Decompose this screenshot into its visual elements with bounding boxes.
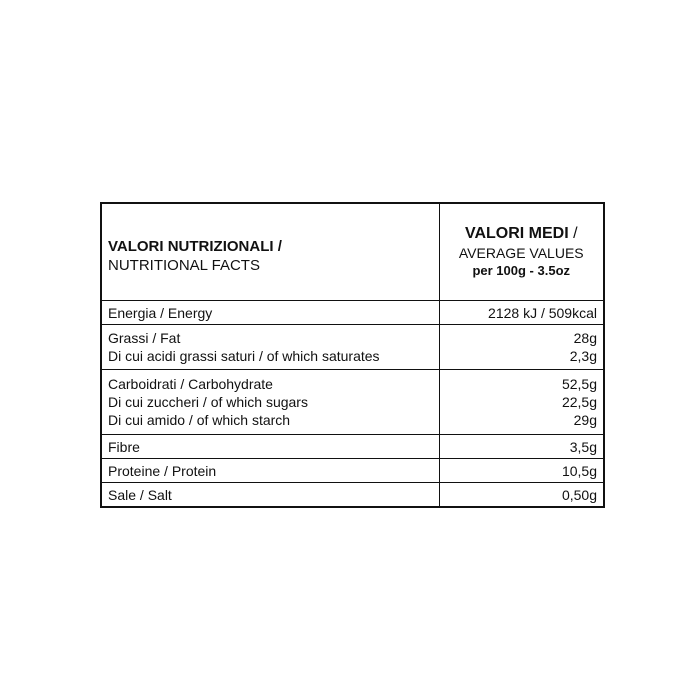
row-label: Proteine / Protein: [108, 462, 217, 479]
row-value-cell: [439, 483, 604, 508]
header-values-title-italian: VALORI MEDI: [464, 225, 569, 242]
row-value: 28g: [573, 330, 597, 346]
row-value: 2128 kJ / 509kcal: [488, 304, 597, 321]
row-value: 52,5g: [561, 376, 597, 392]
row-label-cell: [101, 483, 439, 508]
table-row-energy: [101, 301, 604, 325]
row-subvalue: 29g: [573, 412, 597, 428]
table-row-fat: [101, 325, 604, 370]
row-label-cell: [101, 435, 439, 459]
header-values-slash: /: [568, 225, 578, 242]
header-values-per-100g: per 100g - 3.5oz: [472, 263, 571, 278]
row-subvalue: 2,3g: [569, 348, 597, 364]
header-title-english: NUTRITIONAL FACTS: [108, 257, 260, 274]
row-value: 0,50g: [561, 486, 597, 503]
row-sublabel: Di cui amido / of which starch: [108, 412, 291, 428]
header-values-english: AVERAGE VALUES: [458, 245, 584, 261]
table-row-salt: [101, 483, 604, 508]
table-row-fibre: [101, 435, 604, 459]
row-label-cell: [101, 301, 439, 325]
row-value-cell: [439, 435, 604, 459]
row-sublabel: Di cui acidi grassi saturi / of which saturates: [108, 348, 380, 364]
row-label: Energia / Energy: [108, 304, 213, 321]
table-row-carbohydrate: [101, 370, 604, 435]
table-row-protein: [101, 459, 604, 483]
row-subvalue: 22,5g: [561, 394, 597, 410]
header-values-title: [440, 224, 604, 244]
row-value: 3,5g: [569, 438, 597, 455]
header-right-cell: [439, 203, 604, 301]
row-label: Carboidrati / Carbohydrate: [108, 376, 273, 392]
row-value-cell: [439, 370, 604, 435]
row-label-cell: [101, 325, 439, 370]
row-label: Sale / Salt: [108, 486, 172, 503]
row-label-cell: [101, 370, 439, 435]
table-header-row: [101, 203, 604, 301]
row-value: 10,5g: [561, 462, 597, 479]
header-title-italian: VALORI NUTRIZIONALI /: [108, 238, 282, 255]
row-value-cell: [439, 459, 604, 483]
header-left-cell: [101, 203, 439, 301]
row-label: Grassi / Fat: [108, 330, 181, 346]
row-sublabel: Di cui zuccheri / of which sugars: [108, 394, 308, 410]
row-label-cell: [101, 459, 439, 483]
row-value-cell: [439, 301, 604, 325]
nutrition-table: [100, 202, 605, 508]
row-value-cell: [439, 325, 604, 370]
row-label: Fibre: [108, 438, 140, 455]
